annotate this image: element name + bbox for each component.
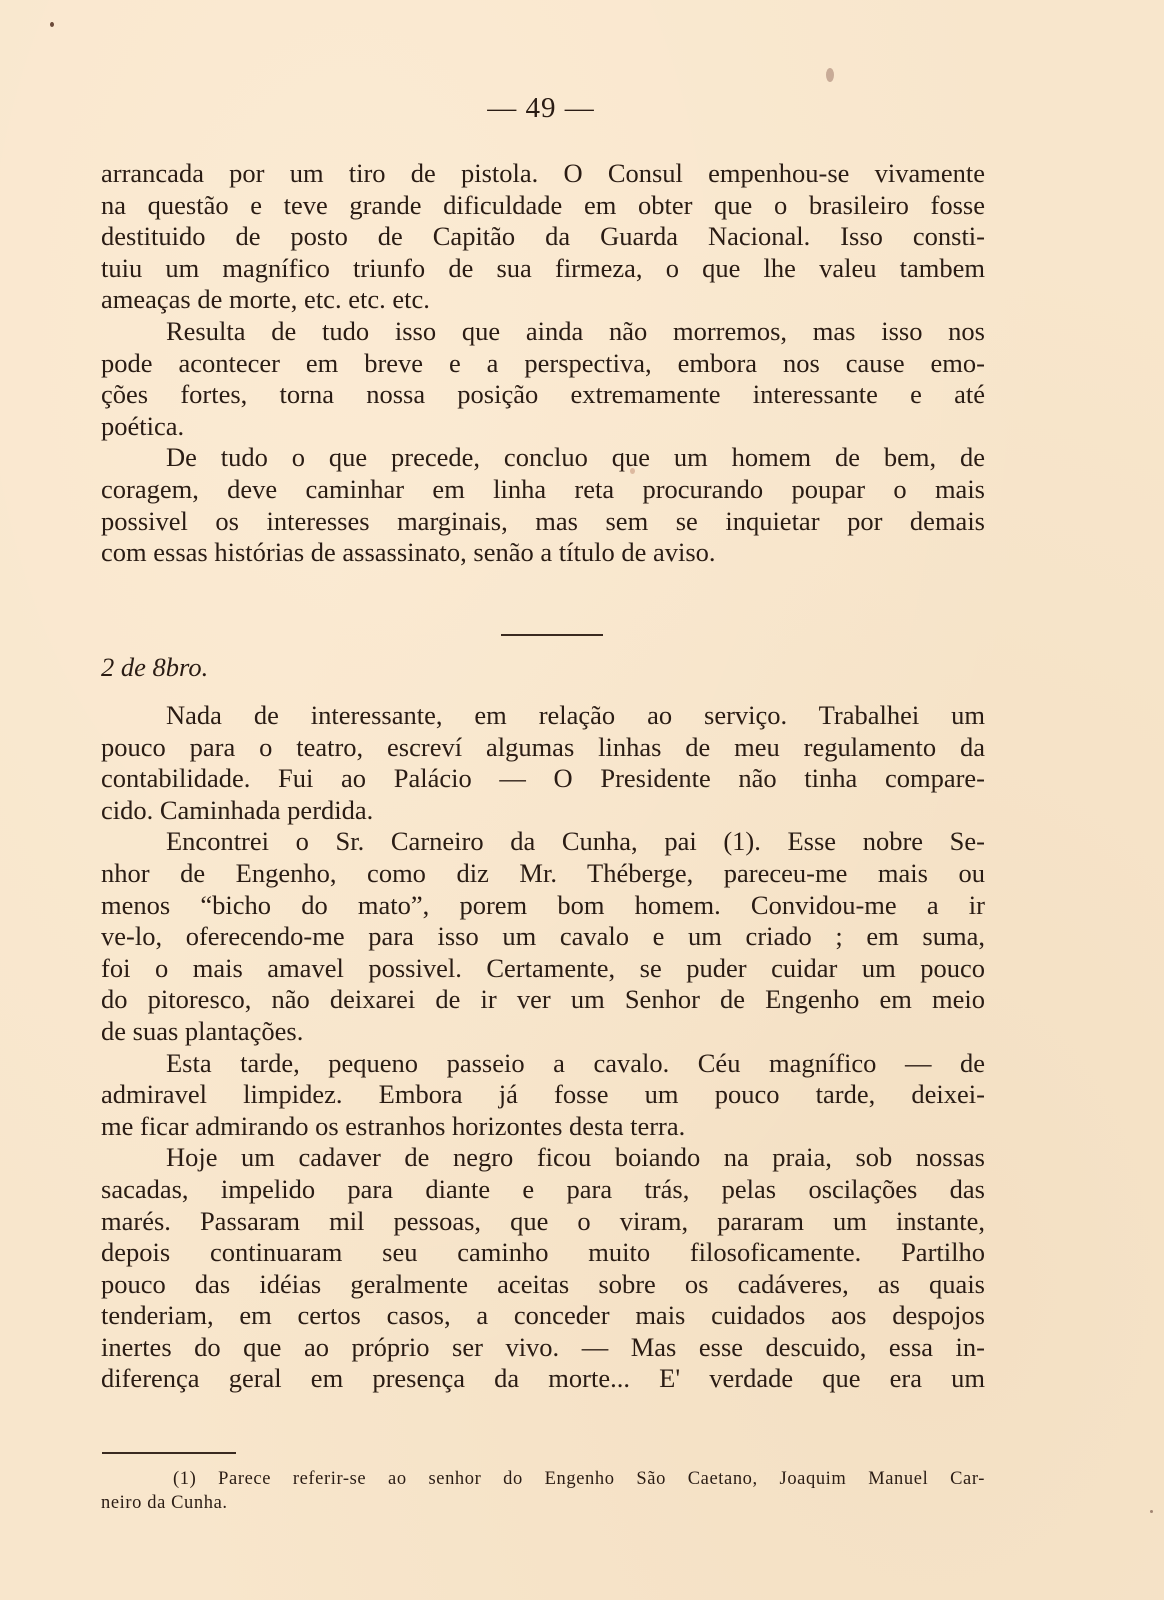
text-line: tuiu um magnífico triunfo de sua firmeza, o que lhe valeu tambem bbox=[101, 252, 985, 283]
text-line: Encontrei o Sr. Carneiro da Cunha, pai (1). Esse nobre Se- bbox=[166, 826, 985, 857]
text-line: do pitoresco, não deixarei de ir ver um Senhor de Engenho em meio bbox=[101, 984, 985, 1015]
section-2-text bbox=[101, 700, 985, 1395]
text-line: pouco das idéias geralmente aceitas sobre os cadáveres, as quais bbox=[101, 1268, 985, 1299]
text-line: de suas plantações. bbox=[101, 1015, 304, 1046]
text-line: sacadas, impelido para diante e para trás, pelas oscilações das bbox=[101, 1173, 985, 1204]
text-line: foi o mais amavel possivel. Certamente, se puder cuidar um pouco bbox=[101, 952, 985, 983]
paragraph bbox=[101, 1142, 985, 1395]
text-line: Nada de interessante, em relação ao serviço. Trabalhei um bbox=[166, 700, 985, 730]
section-1-text bbox=[101, 158, 985, 569]
text-line: cido. Caminhada perdida. bbox=[101, 794, 374, 825]
paper-speck bbox=[1150, 1510, 1153, 1513]
page-number: — 49 — bbox=[487, 92, 595, 124]
text-line: tenderiam, em certos casos, a conceder mais cuidados aos despojos bbox=[101, 1300, 985, 1331]
text-line: destituido de posto de Capitão da Guarda Nacional. Isso consti- bbox=[101, 221, 985, 252]
text-line: ve-lo, oferecendo-me para isso um cavalo e um criado ; em suma, bbox=[101, 921, 985, 952]
text-line: arrancada por um tiro de pistola. O Consul empenhou-se vivamente bbox=[101, 158, 985, 188]
paragraph bbox=[101, 1048, 985, 1143]
text-line: diferença geral em presença da morte... E' verdade que era um bbox=[101, 1363, 985, 1394]
text-line: pouco para o teatro, escreví algumas linhas de meu regulamento da bbox=[101, 731, 985, 762]
text-line: possivel os interesses marginais, mas sem se inquietar por demais bbox=[101, 505, 985, 536]
text-line: poética. bbox=[101, 410, 185, 441]
footnote-line: neiro da Cunha. bbox=[101, 1493, 228, 1513]
text-line: admiravel limpidez. Embora já fosse um pouco tarde, deixei- bbox=[101, 1079, 985, 1110]
text-line: Hoje um cadaver de negro ficou boiando na praia, sob nossas bbox=[166, 1142, 985, 1173]
paper-speck bbox=[826, 68, 834, 82]
text-line: com essas histórias de assassinato, senão a título de aviso. bbox=[101, 537, 716, 568]
text-line: inertes do que ao próprio ser vivo. — Mas esse descuido, essa in- bbox=[101, 1331, 985, 1362]
text-line: me ficar admirando os estranhos horizontes desta terra. bbox=[101, 1110, 686, 1141]
text-line: contabilidade. Fui ao Palácio — O Presidente não tinha compare- bbox=[101, 763, 985, 794]
section-divider bbox=[501, 634, 603, 636]
paragraph bbox=[101, 442, 985, 568]
text-line: ameaças de morte, etc. etc. etc. bbox=[101, 284, 430, 315]
footnote bbox=[101, 1467, 985, 1515]
text-line: coragem, deve caminhar em linha reta procurando poupar o mais bbox=[101, 473, 985, 504]
footnote-line: (1) Parece referir-se ao senhor do Engenho São Caetano, Joaquim Manuel Car- bbox=[173, 1469, 985, 1489]
text-line: Esta tarde, pequeno passeio a cavalo. Céu magnífico — de bbox=[166, 1047, 985, 1078]
text-line: ções fortes, torna nossa posição extremamente interessante e até bbox=[101, 379, 985, 410]
paragraph bbox=[101, 316, 985, 442]
text-line: depois continuaram seu caminho muito filosoficamente. Partilho bbox=[101, 1237, 985, 1268]
date-heading: 2 de 8bro. bbox=[101, 652, 209, 682]
text-line: menos “bicho do mato”, porem bom homem. Convidou-me a ir bbox=[101, 889, 985, 920]
paragraph bbox=[101, 826, 985, 1047]
text-line: pode acontecer em breve e a perspectiva, embora nos cause emo- bbox=[101, 347, 985, 378]
text-line: Resulta de tudo isso que ainda não morremos, mas isso nos bbox=[166, 315, 985, 346]
text-line: De tudo o que precede, concluo que um homem de bem, de bbox=[166, 442, 985, 473]
text-line: marés. Passaram mil pessoas, que o viram, pararam um instante, bbox=[101, 1205, 985, 1236]
text-line: nhor de Engenho, como diz Mr. Théberge, pareceu-me mais ou bbox=[101, 857, 985, 888]
text-line: na questão e teve grande dificuldade em obter que o brasileiro fosse bbox=[101, 189, 985, 220]
paragraph bbox=[101, 700, 985, 826]
paragraph bbox=[101, 158, 985, 316]
paper-speck bbox=[50, 22, 54, 27]
footnote-divider bbox=[102, 1452, 236, 1454]
